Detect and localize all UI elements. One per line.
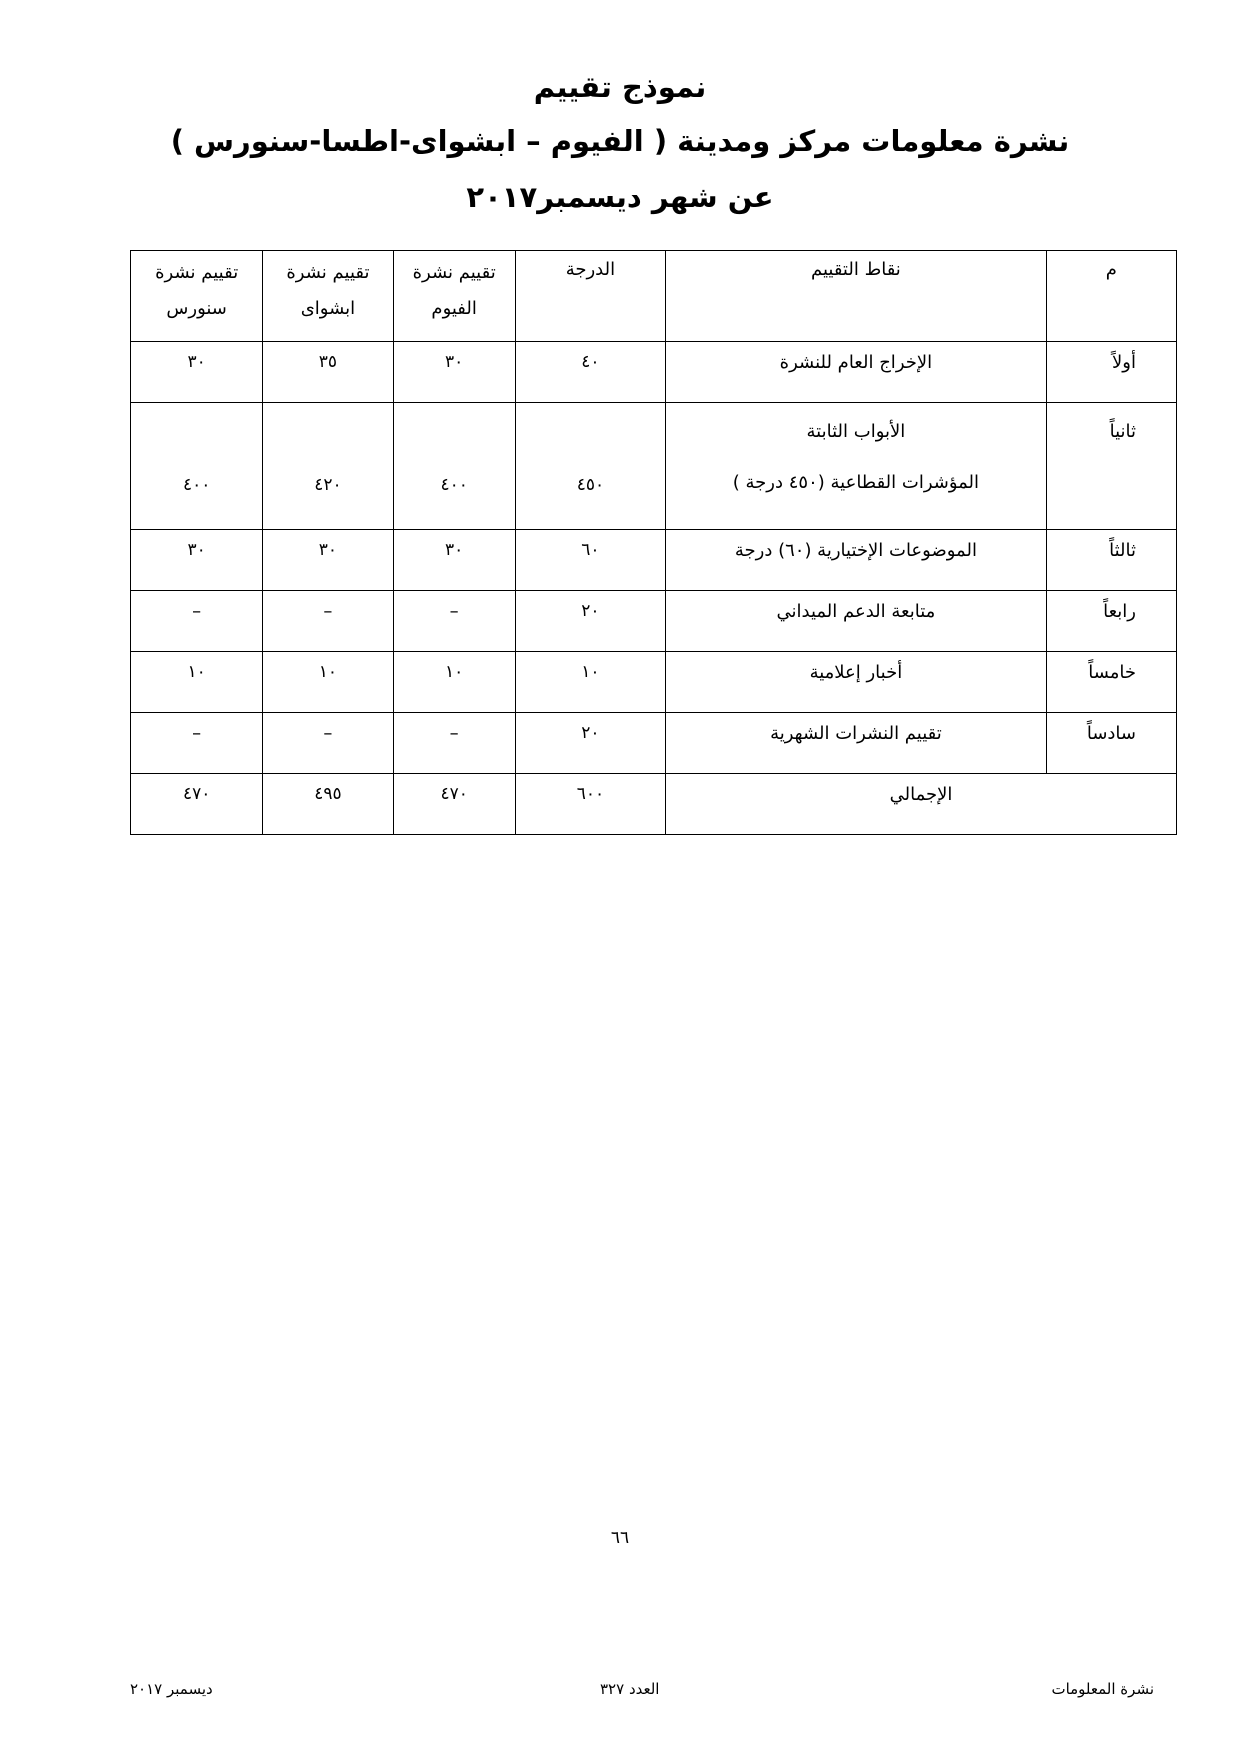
row-sinnuris: ١٠ [131, 652, 263, 713]
header-ibshaway: تقييم نشرة ابشواى [263, 251, 393, 342]
row-index: ثالثاً [1046, 530, 1176, 591]
header-points: نقاط التقييم [666, 251, 1047, 342]
total-fayoum: ٤٧٠ [393, 774, 515, 835]
table-row [131, 403, 1177, 530]
row-ibshaway: ٣٥ [263, 342, 393, 403]
footer-issue: العدد ٣٢٧ [600, 1680, 660, 1698]
row-fayoum: ٣٠ [393, 530, 515, 591]
total-sinnuris: ٤٧٠ [131, 774, 263, 835]
header-degree: الدرجة [515, 251, 665, 342]
header-m: م [1046, 251, 1176, 342]
row-index: خامساً [1046, 652, 1176, 713]
row-sublabel: المؤشرات القطاعية (٤٥٠ درجة ) [732, 472, 980, 493]
row-degree: ٢٠ [515, 591, 665, 652]
row-fayoum: ٤٠٠ [393, 403, 515, 530]
table-total-row [131, 774, 1177, 835]
row-label: الأبواب الثابتة المؤشرات القطاعية (٤٥٠ درجة ) [666, 403, 1047, 530]
row-label: متابعة الدعم الميداني [666, 591, 1047, 652]
row-index: أولاً [1046, 342, 1176, 403]
row-label: تقييم النشرات الشهرية [666, 713, 1047, 774]
evaluation-table [130, 250, 1177, 835]
row-ibshaway: – [263, 591, 393, 652]
header-sinnuris: تقييم نشرة سنورس [131, 251, 263, 342]
row-degree: ٤٠ [515, 342, 665, 403]
footer-publication: نشرة المعلومات [1051, 1680, 1154, 1698]
row-ibshaway: ٤٢٠ [263, 403, 393, 530]
row-ibshaway: – [263, 713, 393, 774]
row-label: أخبار إعلامية [666, 652, 1047, 713]
row-fayoum: ١٠ [393, 652, 515, 713]
row-sinnuris: ٣٠ [131, 530, 263, 591]
total-label: الإجمالي [666, 774, 1177, 835]
row-index: رابعاً [1046, 591, 1176, 652]
page-number: ٦٦ [610, 1528, 630, 1548]
footer-date: ديسمبر ٢٠١٧ [130, 1680, 213, 1698]
row-fayoum: ٣٠ [393, 342, 515, 403]
bulletin-title: نشرة معلومات مركز ومدينة ( الفيوم – ابشواى-اطسا-سنورس ) [170, 124, 1070, 158]
header-fayoum: تقييم نشرة الفيوم [393, 251, 515, 342]
form-title: نموذج تقييم [533, 70, 707, 104]
row-ibshaway: ٣٠ [263, 530, 393, 591]
row-degree: ٤٥٠ [515, 403, 665, 530]
row-ibshaway: ١٠ [263, 652, 393, 713]
table-row [131, 713, 1177, 774]
table-row [131, 342, 1177, 403]
row-sinnuris: – [131, 713, 263, 774]
table-header-row [131, 251, 1177, 342]
row-index: سادساً [1046, 713, 1176, 774]
month-title: عن شهر ديسمبر٢٠١٧ [466, 180, 774, 214]
row-degree: ٦٠ [515, 530, 665, 591]
table-row [131, 530, 1177, 591]
row-label: الإخراج العام للنشرة [666, 342, 1047, 403]
table-row [131, 591, 1177, 652]
row-fayoum: – [393, 591, 515, 652]
row-sinnuris: ٤٠٠ [131, 403, 263, 530]
row-degree: ٢٠ [515, 713, 665, 774]
table-row [131, 652, 1177, 713]
row-degree: ١٠ [515, 652, 665, 713]
row-fayoum: – [393, 713, 515, 774]
total-ibshaway: ٤٩٥ [263, 774, 393, 835]
row-index: ثانياً [1046, 403, 1176, 530]
row-sinnuris: – [131, 591, 263, 652]
total-degree: ٦٠٠ [515, 774, 665, 835]
row-label: الموضوعات الإختيارية (٦٠) درجة [666, 530, 1047, 591]
row-sinnuris: ٣٠ [131, 342, 263, 403]
